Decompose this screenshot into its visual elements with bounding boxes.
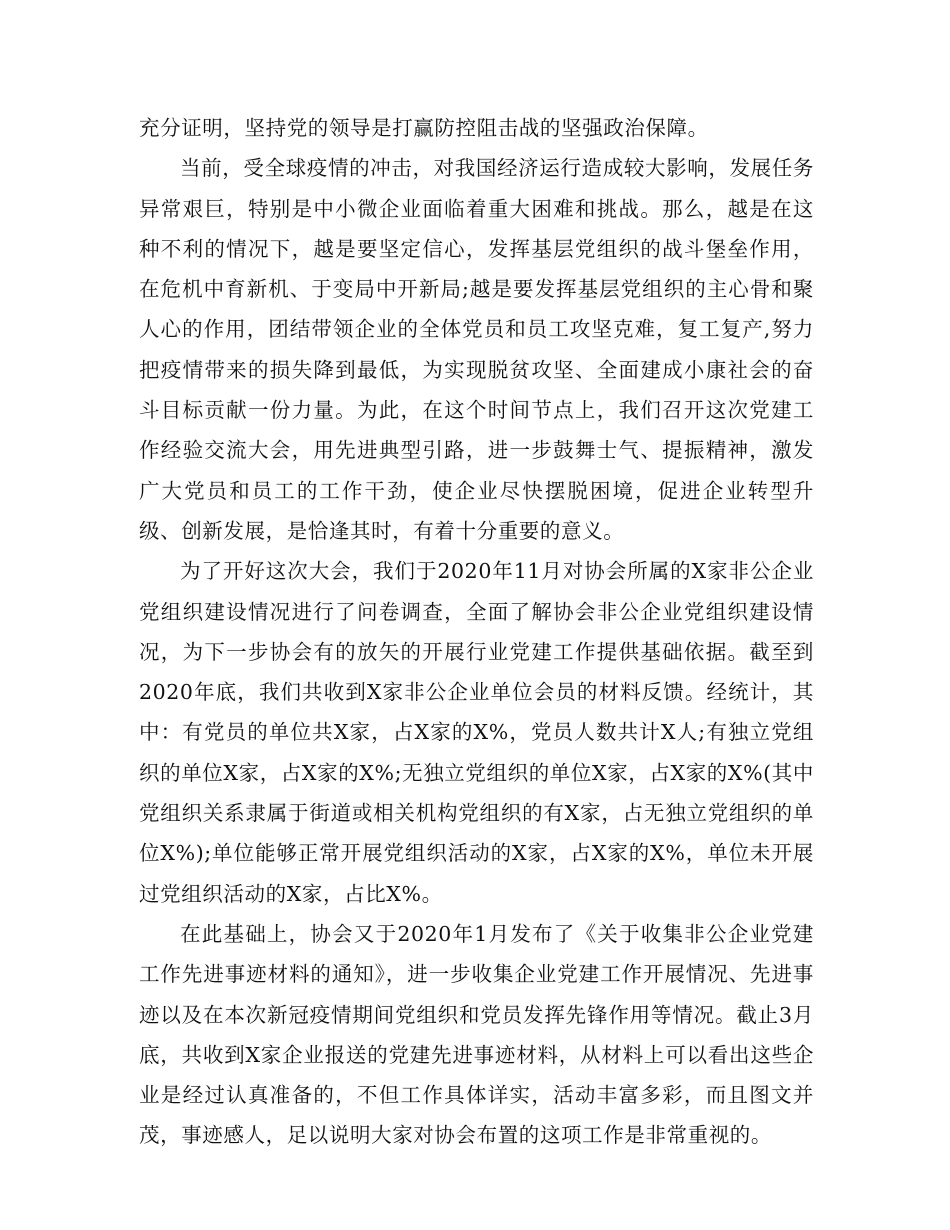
paragraph-1: 充分证明，坚持党的领导是打赢防控阻击战的坚强政治保障。 <box>139 116 709 140</box>
paragraph-3: 为了开好这次大会，我们于2020年11月对协会所属的X家非公企业党组织建设情况进行了问卷调查，全面了解协会非公企业党组织建设情况，为下一步协会有的放矢的开展行业党建工作提供基础依据。截至到2020年底，我们共收到X家非公企业单位会员的材料反馈。经统计，其中：有党员的单位共X家，占X家的X%，党员人数共计X人;有独立党组织的单位X家，占X家的X%;无独立党组织的单位X家，占X家的X%(其中党组织关系隶属于街道或相关机构党组织的有X家，占无独立党组织的单位X%);单位能够正常开展党组织活动的X家，占X家的X%，单位未开展过党组织活动的X家，占比X%。 <box>139 559 814 906</box>
paragraph-4: 在此基础上，协会又于2020年1月发布了《关于收集非公企业党建工作先进事迹材料的通知》，进一步收集企业党建工作开展情况、先进事迹以及在本次新冠疫情期间党组织和党员发挥先锋作用等情况。截止3月底，共收到X家企业报送的党建先进事迹材料，从材料上可以看出这些企业是经过认真准备的，不但工作具体详实，活动丰富多彩，而且图文并茂，事迹感人，足以说明大家对协会布置的这项工作是非常重视的。 <box>139 921 814 1148</box>
document-body <box>139 108 814 1156</box>
paragraph-2: 当前，受全球疫情的冲击，对我国经济运行造成较大影响，发展任务异常艰巨，特别是中小微企业面临着重大困难和挑战。那么，越是在这种不利的情况下，越是要坚定信心，发挥基层党组织的战斗堡垒作用，在危机中育新机、于变局中开新局;越是要发挥基层党组织的主心骨和聚人心的作用，团结带领企业的全体党员和员工攻坚克难，复工复产,努力把疫情带来的损失降到最低，为实现脱贫攻坚、全面建成小康社会的奋斗目标贡献一份力量。为此，在这个时间节点上，我们召开这次党建工作经验交流大会，用先进典型引路，进一步鼓舞士气、提振精神，激发广大党员和员工的工作干劲，使企业尽快摆脱困境，促进企业转型升级、创新发展，是恰逢其时，有着十分重要的意义。 <box>139 156 814 543</box>
